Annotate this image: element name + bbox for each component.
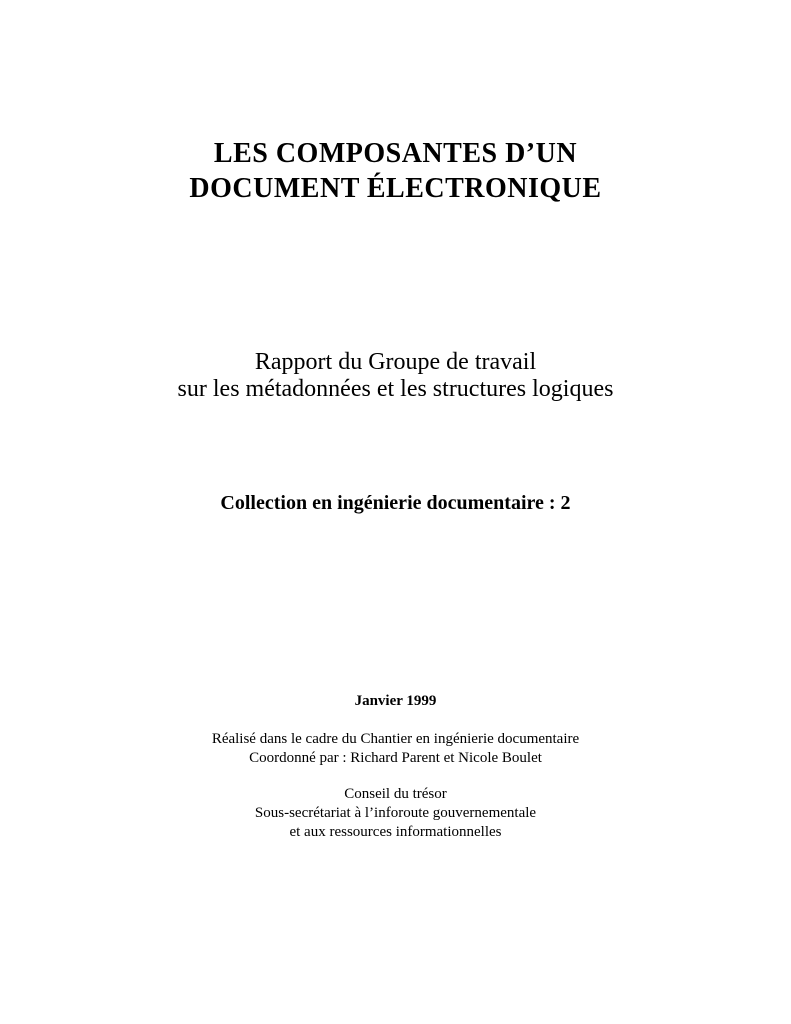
organization-block — [0, 785, 791, 842]
document-subtitle — [0, 349, 791, 403]
document-title-line2: DOCUMENT ÉLECTRONIQUE — [189, 173, 602, 204]
publication-date: Janvier 1999 — [354, 693, 437, 709]
credits-block — [0, 730, 791, 768]
document-title-line1: LES COMPOSANTES D’UN — [213, 138, 578, 169]
collection-label: Collection en ingénierie documentaire : 2 — [220, 492, 571, 514]
credits-line1: Réalisé dans le cadre du Chantier en ingénierie documentaire — [211, 731, 580, 747]
document-subtitle-line2: sur les métadonnées et les structures logiques — [177, 376, 614, 402]
organization-line3: et aux ressources informationnelles — [289, 824, 502, 840]
organization-line2: Sous-secrétariat à l’inforoute gouvernementale — [254, 805, 537, 821]
credits-line2: Coordonné par : Richard Parent et Nicole Boulet — [249, 750, 542, 766]
document-subtitle-line1: Rapport du Groupe de travail — [254, 349, 537, 375]
document-title — [0, 136, 791, 206]
organization-line1: Conseil du trésor — [344, 786, 447, 802]
